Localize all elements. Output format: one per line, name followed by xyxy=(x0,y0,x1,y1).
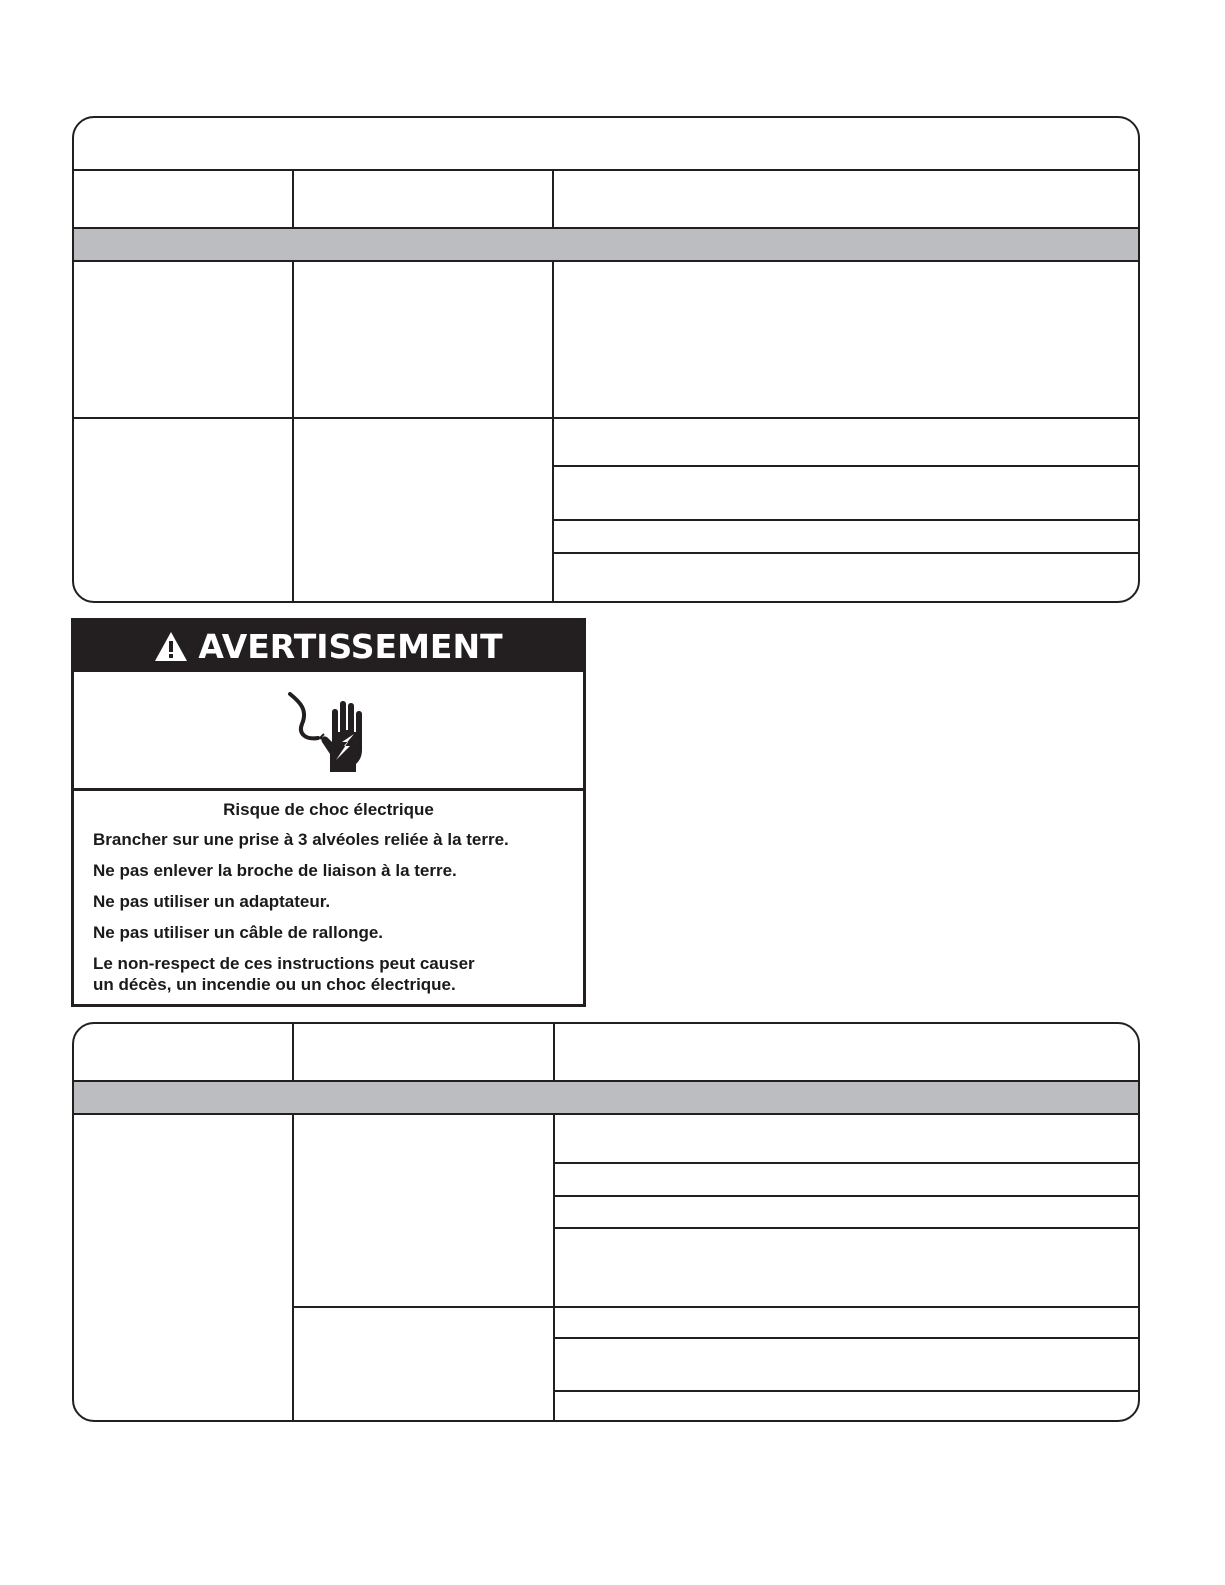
table-1-subrow-rule-2 xyxy=(552,519,1138,521)
warning-header xyxy=(74,621,583,672)
table-1-header-top-rule xyxy=(74,169,1138,171)
table-2-col-divider-1-head xyxy=(292,1024,294,1080)
table-1-row-rule xyxy=(74,417,1138,419)
warning-line: Ne pas utiliser un adaptateur. xyxy=(93,892,331,911)
warning-icon-area xyxy=(74,672,583,791)
table-2-subrow-rule-5 xyxy=(553,1390,1138,1392)
table-1-col-divider-2-head xyxy=(552,169,554,227)
table-1-col-divider-2 xyxy=(552,262,554,601)
table-1-col-divider-1 xyxy=(292,262,294,601)
troubleshooting-table-2 xyxy=(72,1022,1140,1422)
table-2-subrow-rule-3 xyxy=(553,1227,1138,1229)
warning-triangle-icon xyxy=(154,631,188,662)
table-2-subrow-rule-4 xyxy=(553,1337,1138,1339)
table-1-section-band xyxy=(74,227,1138,262)
warning-line: Brancher sur une prise à 3 alvéoles reliée à la terre. xyxy=(93,830,509,849)
table-2-col-divider-2-head xyxy=(553,1024,555,1080)
table-2-row-rule xyxy=(292,1306,1138,1308)
warning-line xyxy=(93,953,583,995)
warning-consequence-line-1: Le non-respect de ces instructions peut causer xyxy=(93,954,475,973)
table-2-col-divider-1 xyxy=(292,1115,294,1420)
warning-title: AVERTISSEMENT xyxy=(198,627,503,666)
warning-risk-heading: Risque de choc électrique xyxy=(223,800,434,819)
warning-consequence-line-2: un décès, un incendie ou un choc électrique. xyxy=(93,975,456,994)
warning-line: Ne pas utiliser un câble de rallonge. xyxy=(93,923,384,942)
electric-shock-hand-icon xyxy=(284,684,374,776)
warning-text xyxy=(74,791,583,1004)
warning-line: Ne pas enlever la broche de liaison à la terre. xyxy=(93,861,457,880)
table-1-subrow-rule-3 xyxy=(552,552,1138,554)
table-2-subrow-rule-1 xyxy=(553,1162,1138,1164)
table-1-subrow-rule-1 xyxy=(552,465,1138,467)
table-2-section-band xyxy=(74,1080,1138,1115)
table-2-col-divider-2 xyxy=(553,1115,555,1420)
table-2-subrow-rule-2 xyxy=(553,1195,1138,1197)
troubleshooting-table-1 xyxy=(72,116,1140,603)
table-1-col-divider-1-head xyxy=(292,169,294,227)
warning-box xyxy=(71,618,586,1007)
